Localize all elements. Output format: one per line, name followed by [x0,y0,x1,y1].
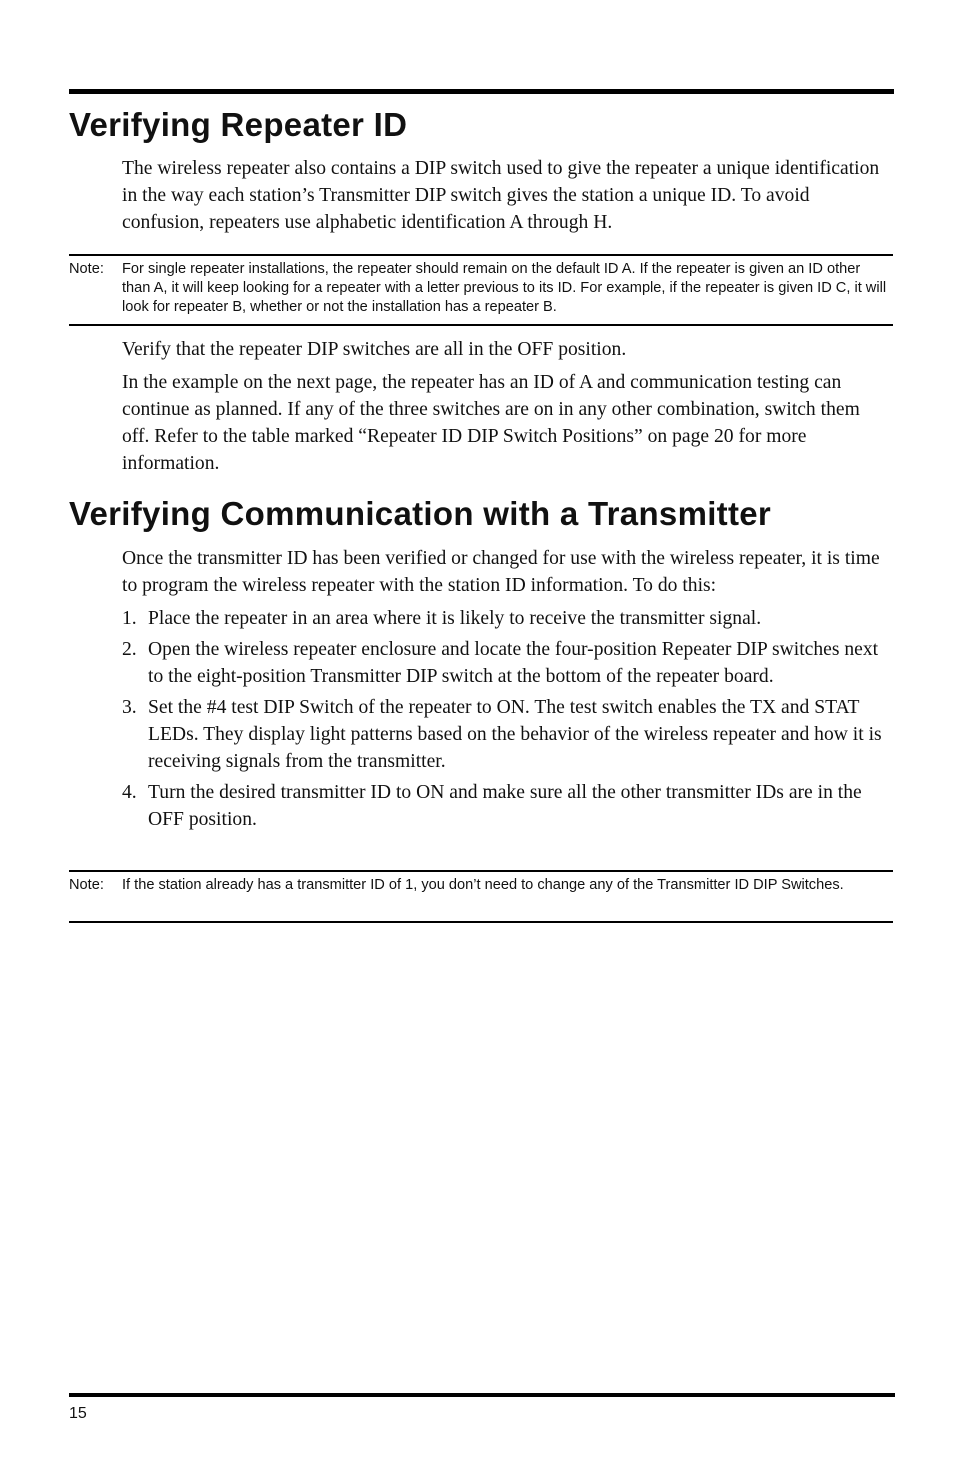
step-number: 2. [122,639,137,660]
list-item [122,779,892,833]
list-item [122,605,892,632]
step-number: 3. [122,697,137,718]
communication-intro: Once the transmitter ID has been verified or changed for use with the wireless repeater, it is time to program the wireless repeater with the station ID information. To do this: [122,548,880,596]
example-paragraph: In the example on the next page, the repeater has an ID of A and communication testing can continue as planned. If any of the three switches are on in any other combination, switch them off. Refer to the table marked “Repeater ID DIP Switch Positions” on page 20 for more information. [122,372,860,474]
note-box-repeater [69,254,893,326]
section-heading-repeater-id: Verifying Repeater ID [69,106,408,143]
verify-dip-paragraph: Verify that the repeater DIP switches are all in the OFF position. [122,339,627,360]
steps-list [122,605,892,837]
header-rule [69,89,894,94]
note-label: Note: [69,261,104,277]
note-label: Note: [69,877,104,893]
step-text: Open the wireless repeater enclosure and locate the four-position Repeater DIP switches next to the eight-position Transmitter DIP switch at the bottom of the repeater board. [148,639,879,687]
list-item [122,694,892,775]
note-text: If the station already has a transmitter ID of 1, you don’t need to change any of the Transmitter ID DIP Switches. [122,877,844,893]
step-number: 1. [122,608,137,629]
step-number: 4. [122,782,137,803]
note-text: For single repeater installations, the repeater should remain on the default ID A. If the repeater is given an ID other than A, it will keep looking for a repeater with a letter previous to its ID. For example, if the repeater is given ID C, it will look for repeater B, whether or not the installation has a repeater B. [122,261,887,315]
step-text: Place the repeater in an area where it is likely to receive the transmitter signal. [148,608,762,629]
repeater-id-intro: The wireless repeater also contains a DIP switch used to give the repeater a unique identification in the way each station’s Transmitter DIP switch gives the station a unique ID. To avoid confusion, repeaters use alphabetic identification A through H. [122,158,880,233]
step-text: Turn the desired transmitter ID to ON and make sure all the other transmitter IDs are in the OFF position. [148,782,862,830]
list-item [122,636,892,690]
step-text: Set the #4 test DIP Switch of the repeater to ON. The test switch enables the TX and STAT LEDs. They display light patterns based on the behavior of the wireless repeater and how it is receiving signals from the transmitter. [148,697,882,772]
page-number: 15 [69,1405,87,1422]
section-heading-communication: Verifying Communication with a Transmitter [69,495,772,532]
footer-rule [69,1393,895,1397]
note-box-transmitter [69,870,893,923]
